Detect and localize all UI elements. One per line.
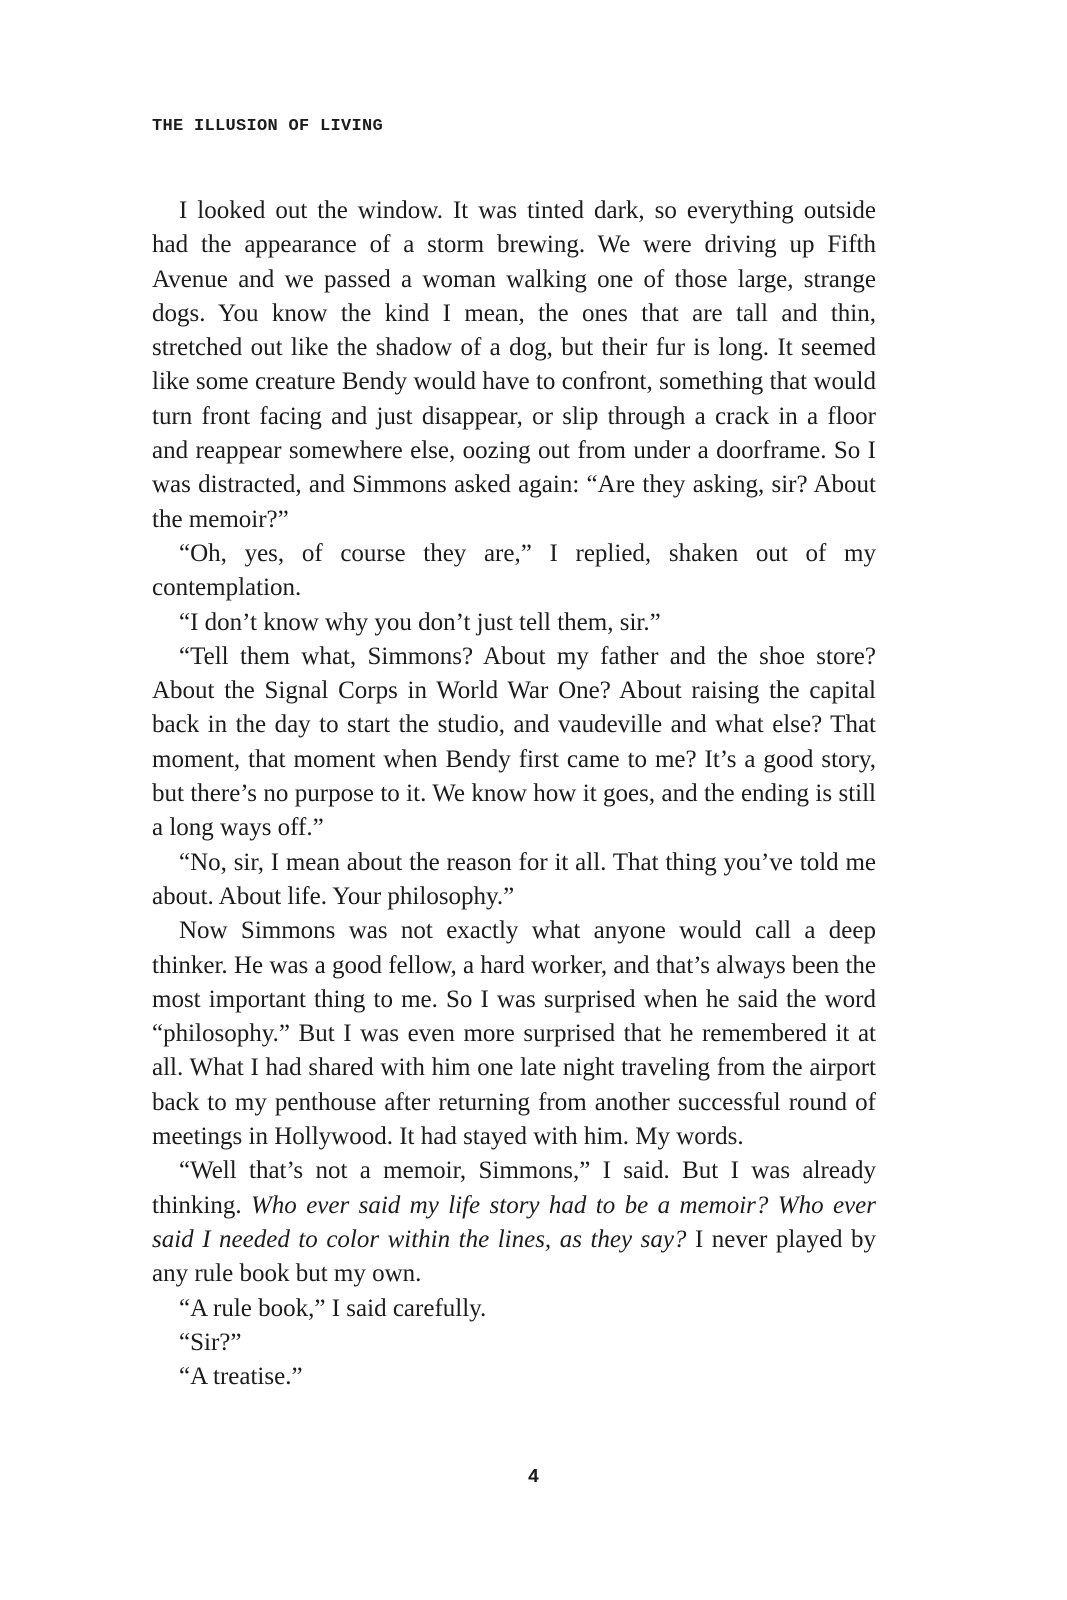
running-head: THE ILLUSION OF LIVING: [152, 117, 384, 136]
paragraph: “A treatise.”: [179, 1363, 303, 1391]
italic-text: Who ever said my life story had to be a memoir? Who ever said I needed to color within the lines, as they say?: [152, 1191, 876, 1253]
body-text: [152, 194, 876, 1394]
paragraph-text: “Well that’s not a memoir, Simmons,” I said. But I was already thinking.: [152, 1157, 876, 1219]
paragraph: “Oh, yes, of course they are,” I replied, shaken out of my contemplation.: [152, 539, 876, 602]
paragraph: Now Simmons was not exactly what anyone would call a deep thinker. He was a good fellow, a hard worker, and that’s always been the most important thing to me. So I was surprised when he said the word “philosophy.” But I was even more surprised that he remembered it at all. What I had shared with him one late night traveling from the airport back to my penthouse after returning from another successful round of meetings in Hollywood. It had stayed with him. My words.: [152, 917, 876, 1151]
paragraph: “A rule book,” I said carefully.: [179, 1294, 487, 1322]
paragraph: I looked out the window. It was tinted dark, so everything outside had the appearance of a storm brewing. We were driving up Fifth Avenue and we passed a woman walking one of those large, strange dogs. You know the kind I mean, the ones that are tall and thin, stretched out like the shadow of a dog, but their fur is long. It seemed like some creature Bendy would have to confront, something that would turn front facing and just disappear, or slip through a crack in a floor and reappear somewhere else, oozing out from under a doorframe. So I was distracted, and Simmons asked again: “Are they asking, sir? About the memoir?”: [152, 197, 876, 533]
paragraph: “Tell them what, Simmons? About my father and the shoe store? About the Signal Corps in World War One? About raising the capital back in the day to start the studio, and vaudeville and what else? That moment, that moment when Bendy first came to me? It’s a good story, but there’s no purpose to it. We know how it goes, and the ending is still a long ways off.”: [152, 642, 876, 842]
paragraph: “I don’t know why you don’t just tell them, sir.”: [179, 608, 661, 636]
paragraph-text: I never played by any rule book but my own.: [152, 1225, 877, 1288]
paragraph: [152, 1154, 876, 1291]
paragraph: “No, sir, I mean about the reason for it all. That thing you’ve told me about. About life. Your philosophy.”: [152, 848, 876, 910]
page-number: 4: [527, 1466, 540, 1488]
paragraph: “Sir?”: [179, 1328, 242, 1356]
